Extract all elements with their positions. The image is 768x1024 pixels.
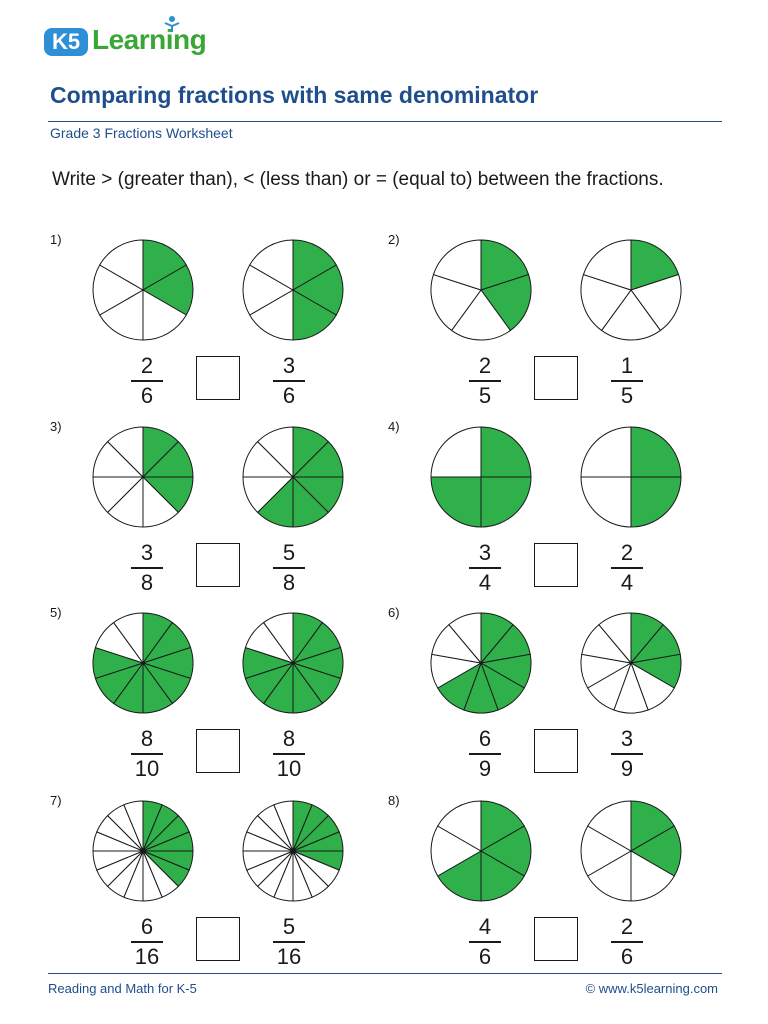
problem-number: 7) <box>50 793 62 808</box>
fraction-denominator: 16 <box>276 943 302 969</box>
right-fraction-pie <box>241 238 345 342</box>
fraction-bar <box>611 941 643 943</box>
left-fraction <box>127 915 167 969</box>
answer-box[interactable] <box>196 543 240 587</box>
logo-badge: K5 <box>44 28 88 56</box>
fraction-bar <box>611 567 643 569</box>
pie-slice-shaded <box>631 477 681 527</box>
answer-box[interactable] <box>196 356 240 400</box>
left-fraction-pie <box>91 238 195 342</box>
fraction-numerator: 8 <box>140 726 154 751</box>
fraction-denominator: 10 <box>134 755 160 781</box>
left-fraction-pie <box>91 611 195 715</box>
problem-number: 1) <box>50 232 62 247</box>
left-fraction <box>127 354 167 408</box>
fraction-bar <box>469 753 501 755</box>
right-fraction <box>269 915 309 969</box>
fraction-bar <box>611 380 643 382</box>
pie-slice-shaded <box>481 427 531 477</box>
fraction-numerator: 2 <box>620 914 634 939</box>
left-fraction <box>465 354 505 408</box>
left-fraction-pie <box>429 425 533 529</box>
pie-slice-shaded <box>431 477 481 527</box>
fraction-denominator: 16 <box>134 943 160 969</box>
fraction-bar <box>273 753 305 755</box>
problem-number: 3) <box>50 419 62 434</box>
answer-box[interactable] <box>196 729 240 773</box>
problem-number: 4) <box>388 419 400 434</box>
left-fraction-pie <box>429 799 533 903</box>
fraction-denominator: 10 <box>276 755 302 781</box>
left-fraction <box>465 541 505 595</box>
right-fraction-pie <box>241 799 345 903</box>
problem-number: 6) <box>388 605 400 620</box>
fraction-numerator: 3 <box>140 540 154 565</box>
fraction-bar <box>131 380 163 382</box>
fraction-numerator: 5 <box>282 540 296 565</box>
left-fraction <box>127 541 167 595</box>
page-title: Comparing fractions with same denominator <box>50 82 539 108</box>
left-fraction-pie <box>429 238 533 342</box>
problem-5 <box>50 605 390 785</box>
problem-number: 5) <box>50 605 62 620</box>
pie-slice-empty <box>581 427 631 477</box>
right-fraction-pie <box>241 425 345 529</box>
fraction-denominator: 4 <box>478 569 492 595</box>
instructions: Write > (greater than), < (less than) or = (equal to) between the fractions. <box>52 169 664 190</box>
fraction-numerator: 5 <box>282 914 296 939</box>
problem-8 <box>388 793 728 973</box>
right-fraction-pie <box>579 238 683 342</box>
fraction-denominator: 5 <box>478 382 492 408</box>
k5-learning-logo <box>44 22 207 62</box>
fraction-numerator: 6 <box>478 726 492 751</box>
worksheet-subtitle: Grade 3 Fractions Worksheet <box>50 125 233 141</box>
right-fraction <box>607 727 647 781</box>
pie-slice-empty <box>431 427 481 477</box>
fraction-numerator: 2 <box>478 353 492 378</box>
problem-6 <box>388 605 728 785</box>
problem-1 <box>50 232 390 412</box>
problem-number: 8) <box>388 793 400 808</box>
fraction-bar <box>469 567 501 569</box>
fraction-bar <box>273 941 305 943</box>
left-fraction-pie <box>91 425 195 529</box>
answer-box[interactable] <box>534 543 578 587</box>
fraction-bar <box>273 567 305 569</box>
left-fraction <box>465 915 505 969</box>
answer-box[interactable] <box>534 356 578 400</box>
right-fraction <box>269 354 309 408</box>
right-fraction-pie <box>579 425 683 529</box>
left-fraction-pie <box>429 611 533 715</box>
pie-slice-shaded <box>631 427 681 477</box>
answer-box[interactable] <box>534 729 578 773</box>
fraction-bar <box>469 941 501 943</box>
fraction-numerator: 2 <box>620 540 634 565</box>
problem-4 <box>388 419 728 599</box>
fraction-denominator: 6 <box>620 943 634 969</box>
logo-person-icon <box>162 14 182 34</box>
right-fraction <box>269 727 309 781</box>
title-divider <box>48 121 722 122</box>
problem-number: 2) <box>388 232 400 247</box>
problem-2 <box>388 232 728 412</box>
problem-3 <box>50 419 390 599</box>
fraction-denominator: 9 <box>620 755 634 781</box>
fraction-denominator: 6 <box>140 382 154 408</box>
left-fraction <box>127 727 167 781</box>
left-fraction-pie <box>91 799 195 903</box>
answer-box[interactable] <box>196 917 240 961</box>
right-fraction <box>269 541 309 595</box>
fraction-numerator: 2 <box>140 353 154 378</box>
fraction-numerator: 8 <box>282 726 296 751</box>
right-fraction <box>607 354 647 408</box>
fraction-denominator: 5 <box>620 382 634 408</box>
fraction-numerator: 3 <box>620 726 634 751</box>
logo-text: Learning <box>92 24 207 55</box>
pie-slice-shaded <box>481 477 531 527</box>
left-fraction <box>465 727 505 781</box>
pie-slice-empty <box>581 477 631 527</box>
problem-7 <box>50 793 390 973</box>
right-fraction <box>607 541 647 595</box>
fraction-bar <box>611 753 643 755</box>
right-fraction-pie <box>241 611 345 715</box>
fraction-denominator: 8 <box>282 569 296 595</box>
fraction-bar <box>273 380 305 382</box>
fraction-bar <box>131 753 163 755</box>
footer-website: © www.k5learning.com <box>585 981 718 996</box>
fraction-bar <box>469 380 501 382</box>
right-fraction-pie <box>579 799 683 903</box>
fraction-bar <box>131 941 163 943</box>
fraction-denominator: 4 <box>620 569 634 595</box>
right-fraction-pie <box>579 611 683 715</box>
fraction-numerator: 6 <box>140 914 154 939</box>
right-fraction <box>607 915 647 969</box>
footer-divider <box>48 973 722 974</box>
fraction-numerator: 3 <box>282 353 296 378</box>
footer-tagline: Reading and Math for K-5 <box>48 981 197 996</box>
fraction-denominator: 6 <box>282 382 296 408</box>
fraction-numerator: 4 <box>478 914 492 939</box>
fraction-numerator: 1 <box>620 353 634 378</box>
answer-box[interactable] <box>534 917 578 961</box>
fraction-numerator: 3 <box>478 540 492 565</box>
fraction-denominator: 9 <box>478 755 492 781</box>
fraction-denominator: 8 <box>140 569 154 595</box>
fraction-bar <box>131 567 163 569</box>
fraction-denominator: 6 <box>478 943 492 969</box>
